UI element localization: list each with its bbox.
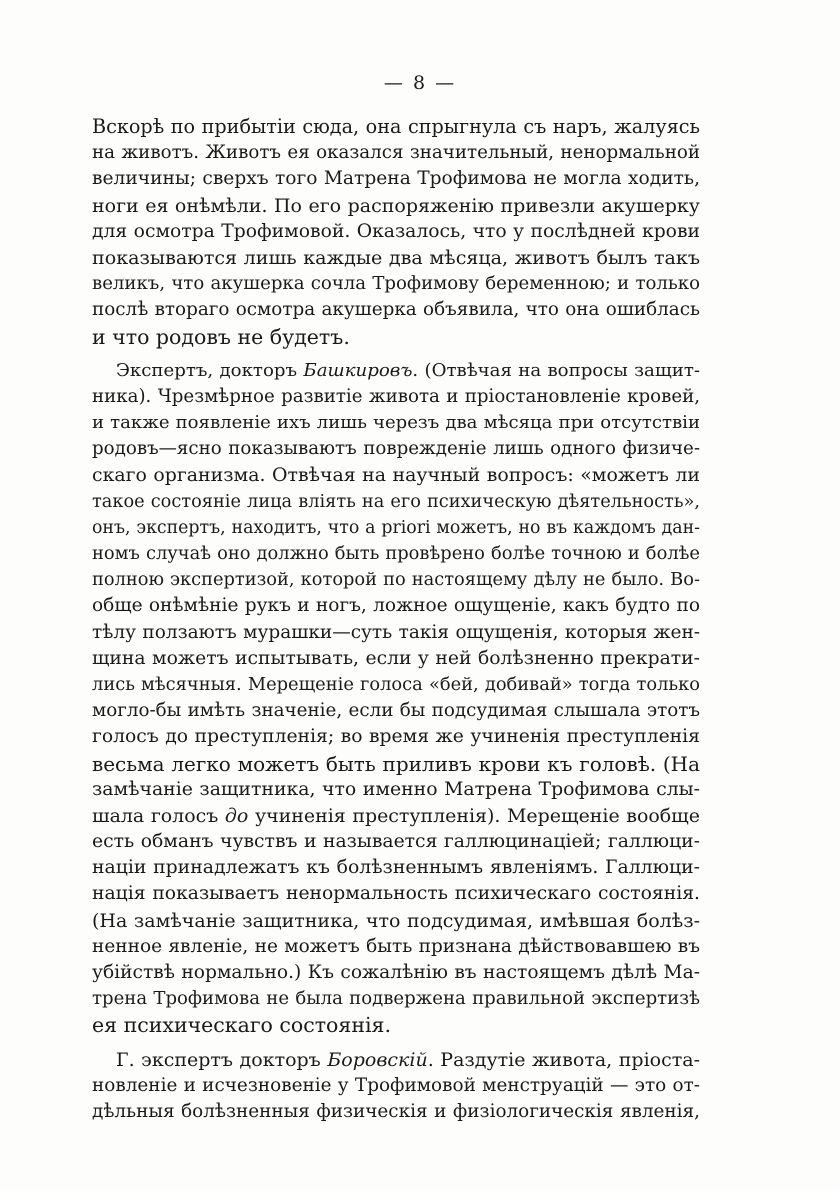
text-line: родовъ—ясно показываютъ поврежденіе лишь одного физиче- bbox=[92, 438, 700, 460]
text-line: тѣлу ползаютъ мурашки—суть такія ощущенія, которыя жен- bbox=[92, 621, 700, 643]
text-line: ненное явленіе, не можетъ быть признана дѣйствовавшею въ bbox=[92, 935, 700, 957]
text-line: послѣ втораго осмотра акушерка объявила, что она ошиблась bbox=[92, 299, 700, 321]
text-line: величины; сверхъ того Матрена Трофимова не могла ходить, bbox=[92, 168, 700, 190]
text-line: и что родовъ не будетъ. bbox=[92, 324, 350, 349]
text-line: могло-бы имѣть значеніе, если бы подсудимая слышала этотъ bbox=[92, 700, 700, 722]
line-text: Экспертъ, докторъ bbox=[116, 359, 304, 381]
text-line: ника). Чрезмѣрное развитіе живота и пріостановленіе кровей, bbox=[92, 385, 700, 407]
text-line: и также появленіе ихъ лишь черезъ два мѣсяца при отсутствіи bbox=[92, 412, 700, 434]
text-line: есть обманъ чувствъ и называется галлюцинаціей; галлюци- bbox=[92, 831, 700, 853]
line-text: шала голосъ bbox=[92, 804, 225, 827]
text-line bbox=[92, 358, 700, 384]
text-line: новленіе и исчезновеніе у Трофимовой менструацій — это от- bbox=[92, 1074, 700, 1096]
text-line: номъ случаѣ оно должно быть провѣрено болѣе точною и болѣе bbox=[92, 543, 700, 564]
text-line: (На замѣчаніе защитника, что подсудимая, имѣвшая болѣз- bbox=[92, 909, 700, 932]
text-line: дѣльныя болѣзненныя физическія и физіологическія явленія, bbox=[92, 1100, 700, 1122]
text-line: ноги ея онѣмѣли. По его распоряженію привезли акушерку bbox=[92, 194, 700, 217]
text-line: нація показываетъ ненормальность психическаго состоянія. bbox=[92, 883, 700, 905]
text-line: щина можетъ испытывать, если у ней болѣзненно прекрати- bbox=[92, 647, 700, 669]
expert-name: Боровскій bbox=[327, 1048, 428, 1071]
text-line: великъ, что акушерка сочла Трофимову беременною; и только bbox=[92, 273, 700, 295]
line-text: . Раздутіе живота, пріоста- bbox=[427, 1048, 700, 1071]
text-line: голосъ до преступленія; во время же учиненія преступленія bbox=[92, 726, 700, 748]
text-line: показываются лишь каждые два мѣсяца, животъ былъ такъ bbox=[92, 245, 700, 269]
text-line: ея психическаго состоянія. bbox=[92, 1013, 392, 1038]
body-text bbox=[92, 114, 700, 1125]
text-line bbox=[92, 1047, 700, 1073]
text-line: весьма легко можетъ быть приливъ крови къ головѣ. (На bbox=[92, 751, 700, 776]
paragraph-3 bbox=[92, 1047, 700, 1126]
text-line: обще онѣмѣніе рукъ и ногъ, ложное ощущеніе, какъ будто по bbox=[92, 595, 700, 617]
page-number: — 8 — bbox=[383, 72, 457, 94]
text-line: трена Трофимова не была подвержена правильной экспертизѣ bbox=[92, 988, 700, 1010]
line-text: учиненія преступленія). Мерещеніе вообще bbox=[248, 804, 700, 827]
text-line: замѣчаніе защитника, что именно Матрена Трофимова слы- bbox=[92, 778, 700, 800]
text-line: для осмотра Трофимовой. Оказалось, что у послѣдней крови bbox=[92, 220, 700, 242]
emphasis-word: до bbox=[224, 804, 249, 827]
text-line: онъ, экспертъ, находитъ, что a priori можетъ, но въ каждомъ дан- bbox=[92, 517, 700, 538]
text-line: лись мѣсячныя. Мерещеніе голоса «бей, добивай» тогда только bbox=[92, 673, 700, 695]
text-line: націи принадлежатъ къ болѣзненнымъ явленіямъ. Галлюци- bbox=[92, 857, 700, 879]
expert-name: Башкировъ bbox=[303, 359, 413, 381]
text-line: на животъ. Животъ ея оказался значительный, ненормальной bbox=[92, 142, 700, 164]
paragraph-2 bbox=[92, 358, 700, 1039]
line-text: . (Отвѣчая на вопросы защит- bbox=[412, 359, 700, 381]
text-line bbox=[92, 803, 700, 829]
line-text: Г. экспертъ докторъ bbox=[116, 1048, 328, 1071]
paragraph-1 bbox=[92, 114, 700, 350]
text-line: полною экспертизой, которой по настоящему дѣлу не было. Во- bbox=[92, 569, 700, 591]
text-line: убійствѣ нормально.) Къ сожалѣнію въ настоящемъ дѣлѣ Ма- bbox=[92, 962, 700, 983]
text-line: Вскорѣ по прибытіи сюда, она спрыгнула съ наръ, жалуясь bbox=[92, 115, 700, 138]
text-line: такое состояніе лица вліять на его психическую дѣятельность», bbox=[92, 491, 700, 512]
text-line: скаго организма. Отвѣчая на научный вопросъ: «можетъ ли bbox=[92, 464, 700, 487]
